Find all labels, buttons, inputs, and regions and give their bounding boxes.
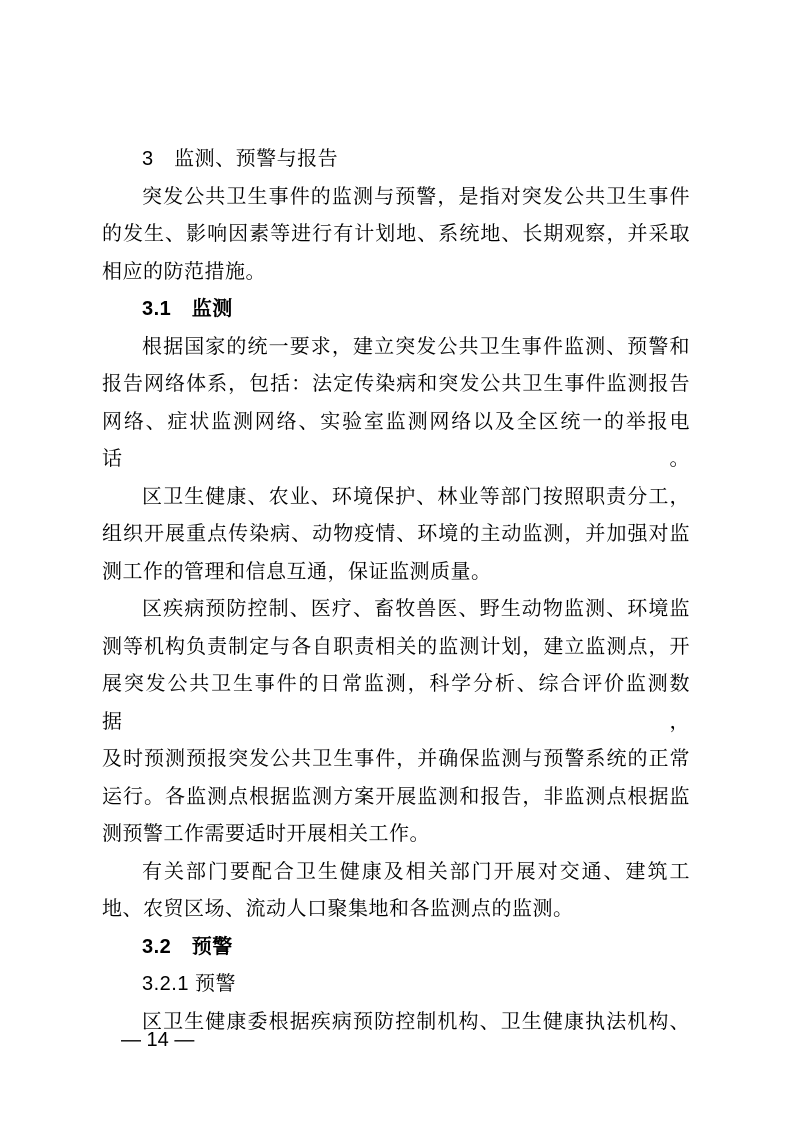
body-line: 组织开展重点传染病、动物疫情、环境的主动监测，并加强对监 [102, 523, 690, 545]
subsection-heading-3-1: 3.1 监测 [142, 298, 233, 320]
body-line: 网络、症状监测网络、实验室监测网络以及全区统一的举报电话。 [102, 410, 690, 470]
body-line: 的发生、影响因素等进行有计划地、系统地、长期观察，并采取 [102, 223, 690, 245]
section-heading-3: 3 监测、预警与报告 [142, 148, 339, 170]
body-line: 运行。各监测点根据监测方案开展监测和报告，非监测点根据监 [102, 785, 690, 808]
body-line: 及时预测预报突发公共卫生事件，并确保监测与预警系统的正常 [102, 748, 690, 770]
body-line: 测等机构负责制定与各自职责相关的监测计划，建立监测点，开 [102, 635, 690, 658]
body-line: 相应的防范措施。 [102, 260, 266, 283]
body-line: 测预警工作需要适时开展相关工作。 [102, 823, 430, 845]
body-line: 区卫生健康委根据疾病预防控制机构、卫生健康执法机构、 [142, 1010, 690, 1033]
body-line: 测工作的管理和信息互通，保证监测质量。 [102, 560, 492, 583]
body-line: 报告网络体系，包括：法定传染病和突发公共卫生事件监测报告 [102, 373, 690, 395]
body-line: 根据国家的统一要求，建立突发公共卫生事件监测、预警和 [142, 335, 690, 358]
page-number: — 14 — [121, 1029, 195, 1051]
subsection-heading-3-2-1: 3.2.1 预警 [142, 973, 237, 995]
subsection-heading-3-2: 3.2 预警 [142, 935, 233, 958]
body-line: 地、农贸区场、流动人口聚集地和各监测点的监测。 [102, 898, 574, 920]
body-line: 突发公共卫生事件的监测与预警，是指对突发公共卫生事件 [142, 185, 690, 208]
body-line: 区疾病预防控制、医疗、畜牧兽医、野生动物监测、环境监 [142, 598, 690, 620]
body-line: 展突发公共卫生事件的日常监测，科学分析、综合评价监测数据， [102, 673, 690, 733]
body-line: 有关部门要配合卫生健康及相关部门开展对交通、建筑工 [142, 860, 690, 883]
body-line: 区卫生健康、农业、环境保护、林业等部门按照职责分工， [142, 485, 690, 508]
document-text-block [102, 141, 690, 1041]
